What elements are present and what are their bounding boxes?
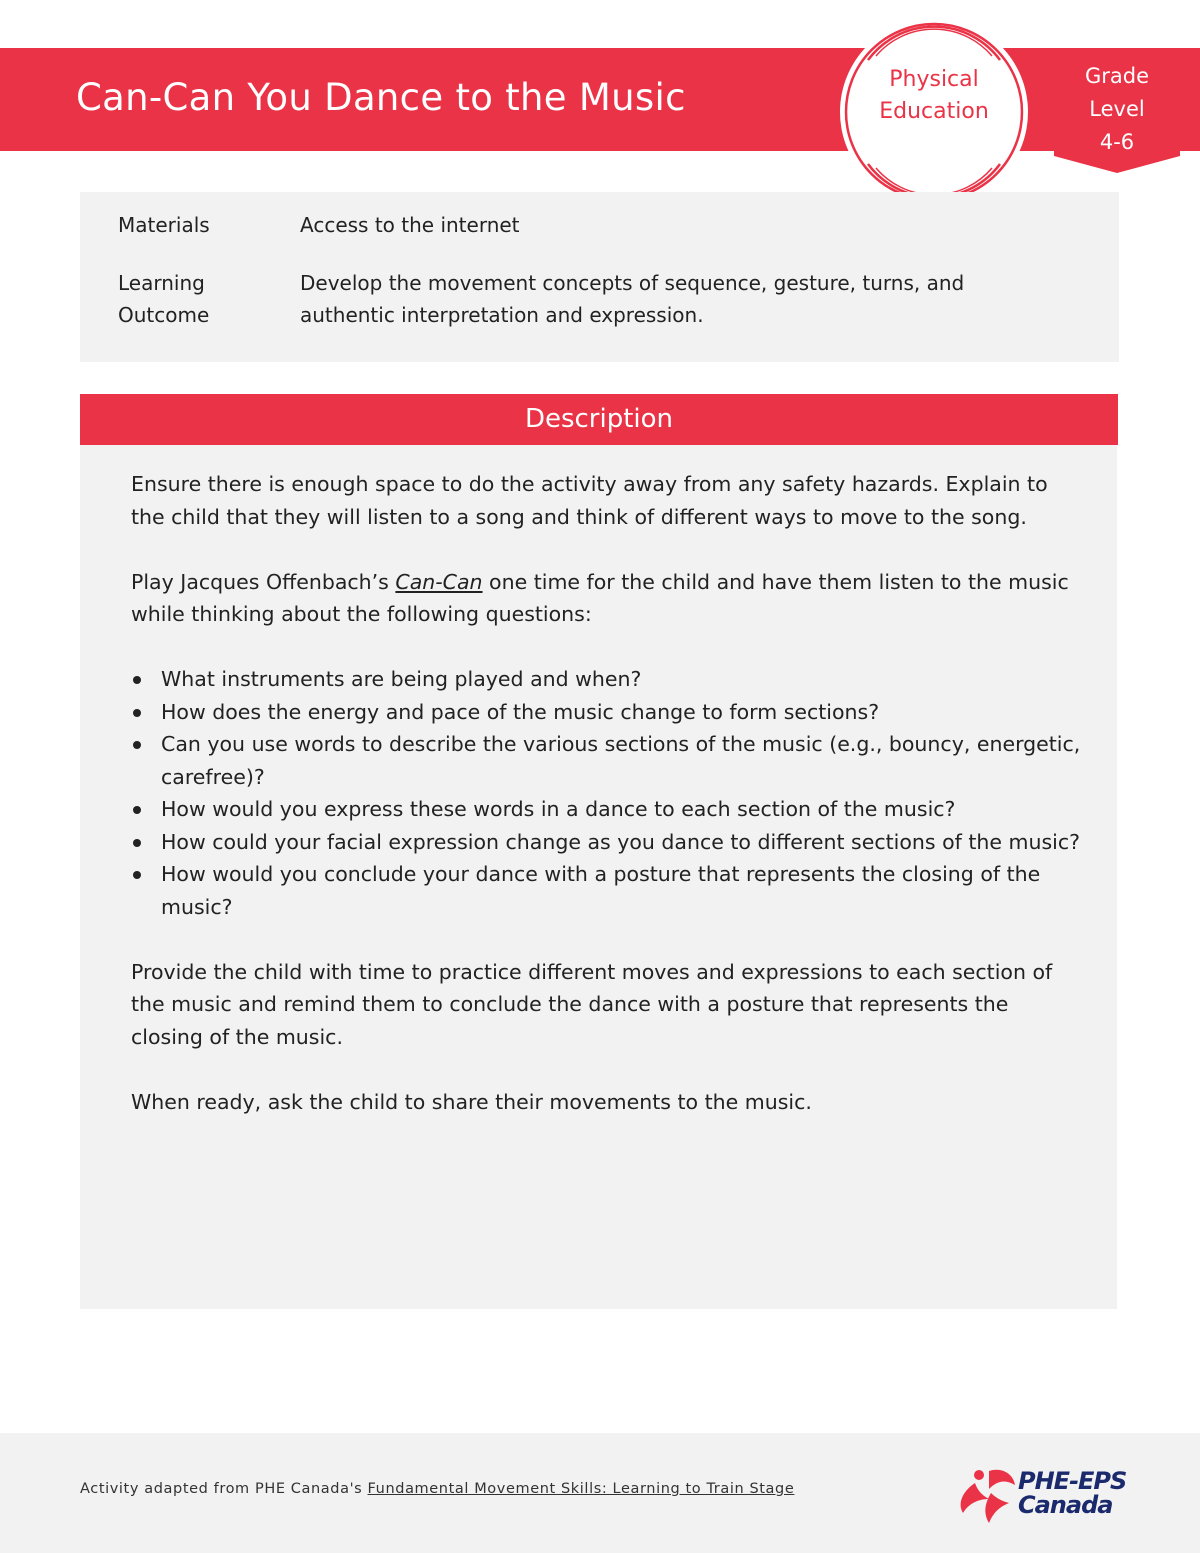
paragraph-2-end: one time for the child and have them listen to the music while thinking about the following questions: [131, 569, 1069, 626]
page-title: Can-Can You Dance to the Music [76, 76, 686, 119]
list-item [161, 826, 1081, 859]
subject-line-2: Education [879, 99, 989, 124]
paragraph-2-start: Play Jacques Offenbach’s [131, 569, 396, 594]
question-text: How would you express these words in a dance to each section of the music? [161, 797, 956, 821]
description-paragraph-3: Provide the child with time to practice different moves and expressions to each section of the music and remind them to conclude the dance with a posture that represents the closing of the music. [131, 959, 1053, 1049]
grade-level-badge [1054, 60, 1180, 159]
description-content [131, 468, 1081, 1118]
materials-label: Materials [118, 213, 210, 237]
footer-note-prefix: Activity adapted from PHE Canada's [80, 1481, 368, 1497]
subject-label [838, 64, 1030, 128]
question-text: What instruments are being played and when? [161, 667, 642, 691]
outcome-label-line-2: Outcome [118, 303, 210, 327]
bullet-icon [133, 806, 141, 814]
list-item [161, 663, 1081, 696]
description-body [80, 445, 1117, 1309]
grade-line-2: Level [1089, 97, 1145, 121]
questions-list [131, 663, 1081, 923]
outcome-label-line-1: Learning [118, 271, 205, 295]
learning-outcome-value: Develop the movement concepts of sequence, gesture, turns, and authentic interpretation and expression. [300, 271, 965, 327]
question-text: How would you conclude your dance with a posture that represents the closing of the music? [161, 862, 1041, 919]
bullet-icon [133, 741, 141, 749]
logo-line-1: PHE-EPS [1018, 1467, 1127, 1495]
can-can-link[interactable]: Can-Can [395, 569, 483, 594]
list-item [161, 858, 1081, 923]
footer [0, 1433, 1200, 1553]
subject-line-1: Physical [889, 67, 979, 92]
question-text: How does the energy and pace of the music change to form sections? [161, 699, 880, 724]
bullet-icon [133, 839, 141, 847]
description-paragraph-2 [131, 566, 1081, 631]
learning-outcome-label [118, 267, 268, 331]
info-box [80, 192, 1119, 362]
bullet-icon [133, 709, 141, 717]
phe-canada-logo [1018, 1469, 1128, 1517]
description-paragraph-4: When ready, ask the child to share their movements to the music. [131, 1089, 812, 1114]
question-text: How could your facial expression change as you dance to different sections of the music? [161, 829, 1080, 854]
question-text: Can you use words to describe the various sections of the music (e.g., bouncy, energetic, carefree)? [161, 732, 1081, 789]
list-item [161, 728, 1081, 793]
bullet-icon [133, 871, 141, 879]
list-item [161, 696, 1081, 729]
grade-line-3: 4-6 [1099, 130, 1135, 154]
list-item [161, 793, 1081, 826]
footer-attribution [80, 1481, 794, 1497]
description-heading: Description [80, 394, 1118, 445]
source-link[interactable]: Fundamental Movement Skills: Learning to Train Stage [367, 1481, 795, 1497]
bullet-icon [133, 676, 141, 684]
logo-line-2: Canada [1018, 1491, 1113, 1519]
description-paragraph-1: Ensure there is enough space to do the activity away from any safety hazards. Explain to the child that they will listen to a song and think of different ways to move to the song. [131, 472, 1048, 529]
materials-value: Access to the internet [300, 213, 520, 237]
phe-canada-logo-icon [955, 1463, 1025, 1525]
grade-line-1: Grade [1084, 64, 1150, 88]
